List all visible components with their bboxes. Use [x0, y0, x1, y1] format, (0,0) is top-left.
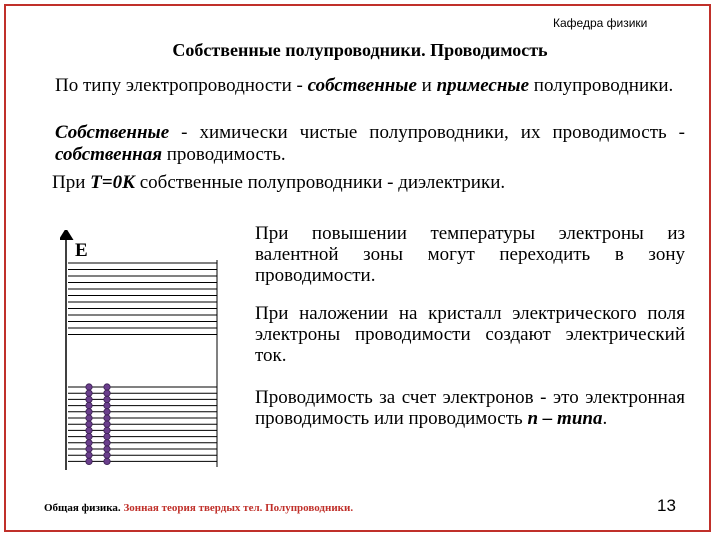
- page-number: 13: [657, 496, 676, 515]
- p3-text-c: собственные полупроводники - диэлектрики.: [134, 172, 506, 193]
- electron: [104, 421, 110, 427]
- electron: [104, 452, 110, 458]
- p2-text-d: проводимость.: [161, 144, 286, 165]
- electron: [104, 446, 110, 452]
- electron: [86, 396, 92, 402]
- electron: [104, 402, 110, 408]
- p1-text-a: По типу электропроводности -: [55, 75, 308, 96]
- energy-axis-label: E: [75, 240, 88, 261]
- slide-title: Собственные полупроводники. Проводимость: [172, 40, 548, 60]
- footer: [44, 502, 353, 514]
- p3-text-a: При: [52, 172, 91, 193]
- footer-course: Общая физика.: [44, 502, 121, 514]
- electron: [86, 390, 92, 396]
- term-intrinsic-conductivity: собственная: [55, 144, 162, 165]
- conduction-band: [68, 263, 217, 335]
- electron: [104, 458, 110, 464]
- electron-chain-2: [104, 384, 110, 465]
- electron: [104, 384, 110, 390]
- intro-paragraph-1: [55, 75, 685, 97]
- intro-paragraph-3: [52, 172, 692, 194]
- electron: [104, 427, 110, 433]
- right-paragraph-2: При наложении на кристалл электрического поля электроны проводимости создают электрический ток.: [255, 303, 685, 366]
- electron: [86, 440, 92, 446]
- electron: [86, 409, 92, 415]
- electron: [86, 402, 92, 408]
- electron: [104, 409, 110, 415]
- electron: [104, 396, 110, 402]
- electron: [86, 452, 92, 458]
- p1-text-c: и: [416, 75, 437, 96]
- department-label: Кафедра физики: [553, 16, 648, 30]
- electron: [86, 384, 92, 390]
- p2-text-b: - химически чистые полупроводники, их проводимость -: [169, 122, 685, 143]
- right-paragraph-1: При повышении температуры электроны из валентной зоны могут переходить в зону проводимости.: [255, 223, 685, 286]
- term-intrinsic-2: Собственные: [55, 122, 170, 143]
- electron: [86, 415, 92, 421]
- term-extrinsic: примесные: [436, 75, 530, 96]
- r3-text-c: .: [602, 408, 608, 429]
- right-paragraph-3: [255, 387, 685, 429]
- term-intrinsic: собственные: [307, 75, 417, 96]
- electron: [104, 415, 110, 421]
- electron: [86, 433, 92, 439]
- intro-paragraph-2: [55, 122, 685, 166]
- footer-topic: Зонная теория твердых тел. Полупроводники.: [120, 502, 354, 514]
- electron: [86, 427, 92, 433]
- temperature-zero: Т=0К: [90, 172, 135, 193]
- electron: [86, 446, 92, 452]
- electron: [86, 458, 92, 464]
- electron: [86, 421, 92, 427]
- band-diagram: [60, 230, 230, 480]
- electron: [104, 433, 110, 439]
- n-type-term: n – типа: [527, 408, 603, 429]
- r3-text-a: Проводимость за счет электронов - это электронная проводимость или проводимость: [255, 387, 685, 429]
- electron-chain-1: [86, 384, 92, 465]
- electron: [104, 440, 110, 446]
- electron: [104, 390, 110, 396]
- p1-text-e: полупроводники.: [529, 75, 674, 96]
